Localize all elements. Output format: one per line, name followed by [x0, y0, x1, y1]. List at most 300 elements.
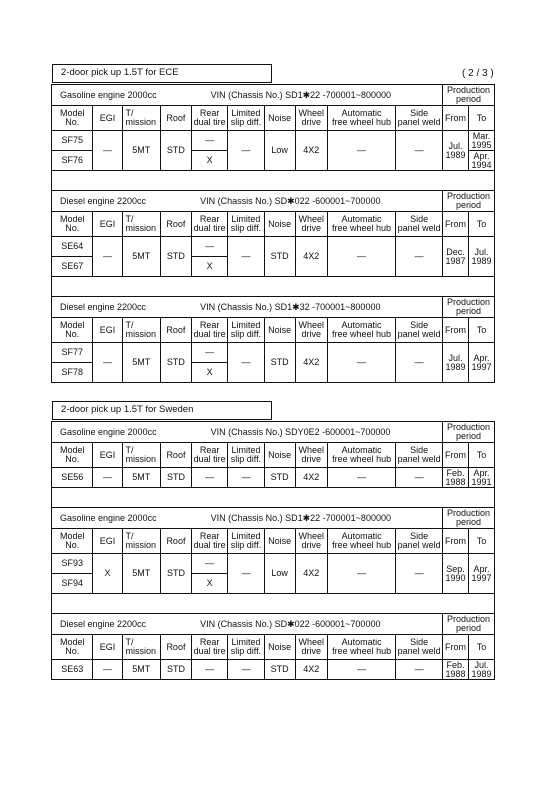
line-1: Rear	[199, 214, 220, 224]
col-roof	[160, 106, 191, 131]
col-transmission	[122, 318, 160, 343]
line-2: drive	[301, 223, 322, 233]
vin-range: VIN (Chassis No.) SD1✱22 -700001~800000	[210, 512, 391, 523]
automatic-hub-value: —	[327, 343, 395, 383]
noise-value: STD	[264, 660, 295, 680]
production-to	[468, 660, 494, 680]
col-noise	[264, 318, 295, 343]
line-2: 1989	[471, 668, 492, 679]
line-2: period	[456, 431, 482, 441]
engine-label: Diesel engine 2200cc	[60, 301, 147, 312]
line-2: 1989	[471, 255, 492, 266]
col-roof	[160, 443, 191, 468]
line-1: Rear	[199, 637, 220, 647]
header-label: EGI	[99, 324, 116, 335]
line-1: Wheel	[298, 531, 325, 541]
col-to	[469, 106, 495, 131]
limited-slip-value: —	[228, 660, 264, 680]
production-to	[469, 343, 495, 383]
header-label: From	[445, 449, 466, 460]
line-1: T/	[125, 637, 134, 647]
model-no: SE64	[52, 237, 93, 257]
line-1: Model	[59, 531, 85, 541]
col-model-no	[52, 529, 93, 554]
production-period-header	[443, 85, 495, 106]
header-label: From	[445, 641, 466, 652]
line-2: period	[456, 623, 482, 633]
col-wheel-drive	[295, 212, 327, 237]
header-label: Roof	[166, 324, 186, 335]
line-1: Apr.	[473, 563, 490, 574]
noise-value: Low	[264, 131, 295, 171]
col-automatic-hub	[327, 212, 395, 237]
transmission-value: 5MT	[122, 237, 160, 277]
model-no: SE63	[52, 660, 93, 680]
line-2: slip diff.	[230, 329, 262, 339]
line-2: dual tire	[193, 223, 226, 233]
rear-dual-tire-value: —	[192, 554, 228, 574]
wheel-drive-value: 4X2	[295, 237, 327, 277]
col-from	[443, 443, 469, 468]
model-no: SF76	[52, 151, 93, 171]
col-limited-slip	[228, 106, 264, 131]
production-to	[468, 554, 494, 594]
line-1: T/	[125, 531, 134, 541]
line-1: Rear	[199, 320, 220, 330]
production-period-header	[443, 614, 495, 635]
line-2: free wheel hub	[332, 117, 392, 127]
header-label: From	[445, 218, 467, 229]
line-2: panel weld	[397, 540, 441, 550]
col-to	[469, 318, 495, 343]
col-noise	[264, 529, 295, 554]
line-2: period	[456, 200, 482, 210]
automatic-hub-value: —	[327, 237, 395, 277]
col-to	[468, 443, 494, 468]
noise-value: STD	[264, 468, 295, 488]
wheel-drive-value: 4X2	[295, 343, 327, 383]
line-1: Jul.	[474, 246, 489, 257]
col-rear-dual-tire	[191, 106, 227, 131]
roof-value: STD	[160, 554, 191, 594]
noise-value: STD	[264, 343, 295, 383]
automatic-hub-value: —	[327, 131, 395, 171]
rear-dual-tire-value: X	[192, 574, 228, 594]
production-period-header	[443, 508, 495, 529]
vin-range: VIN (Chassis No.) SD✱022 -600001~700000	[200, 618, 381, 629]
line-1: Jul.	[448, 352, 463, 363]
line-2: No.	[65, 223, 80, 233]
wheel-drive-value: 4X2	[295, 554, 327, 594]
automatic-hub-value: —	[327, 468, 395, 488]
col-side-panel-weld	[396, 318, 443, 343]
model-no: SF93	[52, 554, 93, 574]
header-label: EGI	[99, 641, 116, 652]
wheel-drive-value: 4X2	[295, 660, 327, 680]
automatic-hub-value: —	[327, 554, 395, 594]
section-gap	[52, 277, 495, 297]
line-1: Apr.	[473, 150, 490, 161]
line-1: Apr.	[473, 467, 490, 478]
side-panel-weld-value: —	[396, 343, 443, 383]
col-transmission	[122, 529, 160, 554]
col-rear-dual-tire	[192, 635, 228, 660]
line-2: drive	[301, 117, 322, 127]
line-1: Feb.	[446, 659, 465, 670]
line-1: Jul.	[474, 659, 489, 670]
egi-value: —	[93, 237, 122, 277]
col-side-panel-weld	[396, 529, 443, 554]
header-label: From	[445, 324, 467, 335]
col-roof	[160, 529, 191, 554]
col-model-no	[52, 106, 93, 131]
col-egi	[93, 106, 122, 131]
line-1: Rear	[199, 108, 220, 118]
line-2: mission	[125, 540, 157, 550]
section-heading	[52, 85, 443, 106]
model-no: SF75	[52, 131, 93, 151]
line-2: panel weld	[397, 454, 441, 464]
line-2: panel weld	[397, 223, 441, 233]
line-2: free wheel hub	[332, 329, 392, 339]
line-1: Wheel	[298, 320, 325, 330]
section-gap	[52, 594, 495, 614]
limited-slip-value: —	[228, 343, 264, 383]
production-from	[443, 237, 469, 277]
header-label: Noise	[268, 641, 292, 652]
line-2: 1989	[445, 149, 466, 160]
col-automatic-hub	[327, 318, 395, 343]
col-wheel-drive	[295, 529, 327, 554]
production-to	[469, 151, 495, 171]
header-label: Noise	[268, 449, 292, 460]
line-1: Production	[447, 85, 491, 95]
col-transmission	[122, 212, 160, 237]
col-from	[443, 529, 469, 554]
production-to	[469, 237, 495, 277]
col-to	[468, 635, 494, 660]
roof-value: STD	[160, 343, 191, 383]
line-1: Side	[410, 531, 429, 541]
engine-label: Gasoline engine 2000cc	[60, 512, 157, 523]
side-panel-weld-value: —	[396, 660, 443, 680]
line-1: Production	[447, 508, 491, 518]
col-rear-dual-tire	[192, 529, 228, 554]
col-automatic-hub	[327, 443, 395, 468]
col-transmission	[122, 106, 160, 131]
rear-dual-tire-value: X	[191, 151, 227, 171]
header-label: EGI	[99, 449, 116, 460]
col-limited-slip	[228, 635, 264, 660]
rear-dual-tire-value: —	[192, 660, 228, 680]
line-1: Side	[410, 637, 429, 647]
engine-label: Gasoline engine 2000cc	[60, 89, 157, 100]
col-noise	[264, 106, 295, 131]
production-to	[469, 131, 495, 151]
line-1: Feb.	[446, 467, 465, 478]
roof-value: STD	[160, 660, 191, 680]
line-2: 1987	[445, 255, 466, 266]
header-label: To	[476, 641, 487, 652]
egi-value: —	[93, 468, 122, 488]
model-no: SF94	[52, 574, 93, 594]
line-2: No.	[65, 454, 80, 464]
egi-value: X	[93, 554, 122, 594]
col-limited-slip	[228, 443, 264, 468]
line-2: drive	[301, 646, 322, 656]
col-roof	[160, 318, 191, 343]
col-wheel-drive	[295, 635, 327, 660]
production-from	[443, 131, 469, 171]
roof-value: STD	[160, 468, 191, 488]
engine-label: Gasoline engine 2000cc	[60, 426, 157, 437]
production-from	[443, 554, 469, 594]
vin-range: VIN (Chassis No.) SD1✱32 -700001~800000	[200, 301, 381, 312]
line-2: dual tire	[193, 540, 226, 550]
col-roof	[160, 635, 191, 660]
line-1: Jul.	[448, 140, 463, 151]
egi-value: —	[93, 343, 122, 383]
line-2: No.	[65, 329, 80, 339]
transmission-value: 5MT	[122, 468, 160, 488]
line-2: dual tire	[193, 646, 226, 656]
col-model-no	[52, 318, 93, 343]
section-heading	[52, 297, 443, 318]
wheel-drive-value: 4X2	[295, 468, 327, 488]
col-automatic-hub	[327, 529, 395, 554]
sweden-spec-table	[51, 421, 495, 680]
production-from	[443, 468, 469, 488]
line-1: Model	[59, 320, 85, 330]
limited-slip-value: —	[228, 237, 264, 277]
col-wheel-drive	[295, 318, 327, 343]
line-2: slip diff.	[230, 223, 262, 233]
col-egi	[93, 212, 122, 237]
col-egi	[93, 529, 122, 554]
col-side-panel-weld	[396, 106, 443, 131]
line-2: No.	[65, 117, 80, 127]
line-1: Automatic	[341, 320, 382, 330]
vin-range: VIN (Chassis No.) SDY0E2 -600001~700000	[210, 426, 391, 437]
line-1: T/	[125, 214, 134, 224]
line-2: 1997	[471, 572, 492, 583]
col-to	[468, 529, 494, 554]
header-label: EGI	[99, 112, 116, 123]
side-panel-weld-value: —	[396, 131, 443, 171]
limited-slip-value: —	[228, 131, 264, 171]
rear-dual-tire-value: —	[191, 131, 227, 151]
line-2: free wheel hub	[332, 540, 392, 550]
model-no: SF77	[52, 343, 93, 363]
line-2: 1991	[471, 476, 492, 487]
side-panel-weld-value: —	[396, 237, 443, 277]
line-1: Model	[59, 108, 85, 118]
col-model-no	[52, 635, 93, 660]
line-1: Wheel	[298, 214, 325, 224]
line-1: Side	[410, 108, 429, 118]
col-side-panel-weld	[396, 443, 443, 468]
line-2: slip diff.	[230, 646, 262, 656]
col-transmission	[122, 635, 160, 660]
line-1: Side	[410, 445, 429, 455]
engine-label: Diesel engine 2200cc	[60, 618, 147, 629]
roof-value: STD	[160, 131, 191, 171]
header-label: Noise	[268, 112, 292, 123]
page-number: ( 2 / 3 )	[462, 68, 494, 79]
header-label: Roof	[166, 641, 186, 652]
section-heading	[52, 614, 443, 635]
col-noise	[264, 443, 295, 468]
line-1: Mar.	[472, 130, 491, 141]
line-1: Production	[447, 422, 491, 432]
header-label: Roof	[166, 449, 186, 460]
header-label: EGI	[99, 535, 116, 546]
line-2: panel weld	[397, 117, 441, 127]
line-1: Model	[59, 214, 85, 224]
line-2: panel weld	[397, 329, 441, 339]
col-transmission	[122, 443, 160, 468]
line-2: drive	[301, 540, 322, 550]
col-egi	[93, 635, 122, 660]
line-2: free wheel hub	[332, 223, 392, 233]
line-2: 1988	[445, 668, 466, 679]
production-to	[468, 468, 494, 488]
line-1: Model	[59, 445, 85, 455]
line-2: mission	[125, 223, 157, 233]
line-1: Limited	[231, 214, 261, 224]
col-from	[443, 318, 469, 343]
line-2: slip diff.	[230, 117, 262, 127]
line-1: Limited	[231, 531, 261, 541]
line-1: Limited	[231, 108, 261, 118]
vin-range: VIN (Chassis No.) SD✱022 -600001~700000	[200, 195, 381, 206]
limited-slip-value: —	[228, 554, 264, 594]
noise-value: STD	[264, 237, 295, 277]
col-rear-dual-tire	[191, 318, 227, 343]
line-2: period	[456, 306, 482, 316]
group-title-ece: 2-door pick up 1.5T for ECE	[52, 64, 272, 83]
line-2: 1989	[445, 361, 466, 372]
line-1: Model	[59, 637, 85, 647]
line-2: drive	[301, 329, 322, 339]
line-2: period	[456, 94, 482, 104]
header-label: To	[476, 218, 487, 229]
col-egi	[93, 443, 122, 468]
col-from	[443, 212, 469, 237]
line-1: Limited	[231, 445, 261, 455]
line-1: Production	[447, 614, 491, 624]
col-roof	[160, 212, 191, 237]
vin-range: VIN (Chassis No.) SD1✱22 -700001~800000	[210, 89, 391, 100]
col-limited-slip	[228, 318, 264, 343]
line-1: Wheel	[298, 637, 325, 647]
line-2: 1995	[471, 139, 492, 150]
line-1: Wheel	[298, 445, 325, 455]
header-label: To	[476, 449, 487, 460]
section-gap	[52, 488, 495, 508]
line-2: panel weld	[397, 646, 441, 656]
line-2: 1988	[445, 476, 466, 487]
header-label: To	[476, 535, 487, 546]
roof-value: STD	[160, 237, 191, 277]
line-2: No.	[65, 540, 80, 550]
section-heading	[52, 191, 443, 212]
col-from	[443, 106, 469, 131]
model-no: SF78	[52, 363, 93, 383]
header-label: Roof	[166, 218, 186, 229]
production-period-header	[443, 297, 495, 318]
egi-value: —	[93, 131, 122, 171]
line-1: Side	[410, 320, 429, 330]
col-rear-dual-tire	[192, 443, 228, 468]
noise-value: Low	[264, 554, 295, 594]
line-1: Sep.	[446, 563, 465, 574]
section-gap	[52, 171, 495, 191]
line-2: 1990	[445, 572, 466, 583]
col-rear-dual-tire	[191, 212, 227, 237]
line-1: Automatic	[341, 108, 382, 118]
header-label: From	[445, 112, 467, 123]
header-label: Roof	[166, 535, 186, 546]
transmission-value: 5MT	[122, 554, 160, 594]
line-2: slip diff.	[230, 454, 262, 464]
line-2: mission	[125, 117, 157, 127]
engine-label: Diesel engine 2200cc	[60, 195, 147, 206]
line-2: mission	[125, 329, 157, 339]
line-2: 1997	[471, 361, 492, 372]
production-from	[443, 343, 469, 383]
line-2: free wheel hub	[332, 646, 392, 656]
automatic-hub-value: —	[327, 660, 395, 680]
line-2: mission	[125, 454, 157, 464]
header-label: EGI	[99, 218, 116, 229]
line-1: Automatic	[341, 214, 382, 224]
rear-dual-tire-value: —	[192, 468, 228, 488]
group-title-sweden: 2-door pick up 1.5T for Sweden	[52, 401, 272, 420]
ece-spec-table	[51, 84, 495, 383]
rear-dual-tire-value: X	[191, 363, 227, 383]
line-1: Automatic	[341, 531, 382, 541]
line-2: No.	[65, 646, 80, 656]
col-limited-slip	[228, 529, 264, 554]
limited-slip-value: —	[228, 468, 264, 488]
line-2: drive	[301, 454, 322, 464]
line-1: Rear	[199, 531, 220, 541]
line-1: Rear	[199, 445, 220, 455]
rear-dual-tire-value: —	[191, 343, 227, 363]
col-from	[443, 635, 469, 660]
col-wheel-drive	[295, 106, 327, 131]
col-side-panel-weld	[396, 212, 443, 237]
model-no: SE67	[52, 257, 93, 277]
line-1: T/	[125, 108, 134, 118]
rear-dual-tire-value: —	[191, 237, 227, 257]
line-1: T/	[125, 320, 134, 330]
header-label: Roof	[166, 112, 186, 123]
transmission-value: 5MT	[122, 343, 160, 383]
side-panel-weld-value: —	[396, 468, 443, 488]
line-1: T/	[125, 445, 134, 455]
production-period-header	[443, 422, 495, 443]
col-automatic-hub	[327, 635, 395, 660]
line-1: Automatic	[341, 445, 382, 455]
egi-value: —	[93, 660, 122, 680]
line-1: Limited	[231, 320, 261, 330]
col-egi	[93, 318, 122, 343]
rear-dual-tire-value: X	[191, 257, 227, 277]
line-1: Automatic	[341, 637, 382, 647]
col-model-no	[52, 212, 93, 237]
